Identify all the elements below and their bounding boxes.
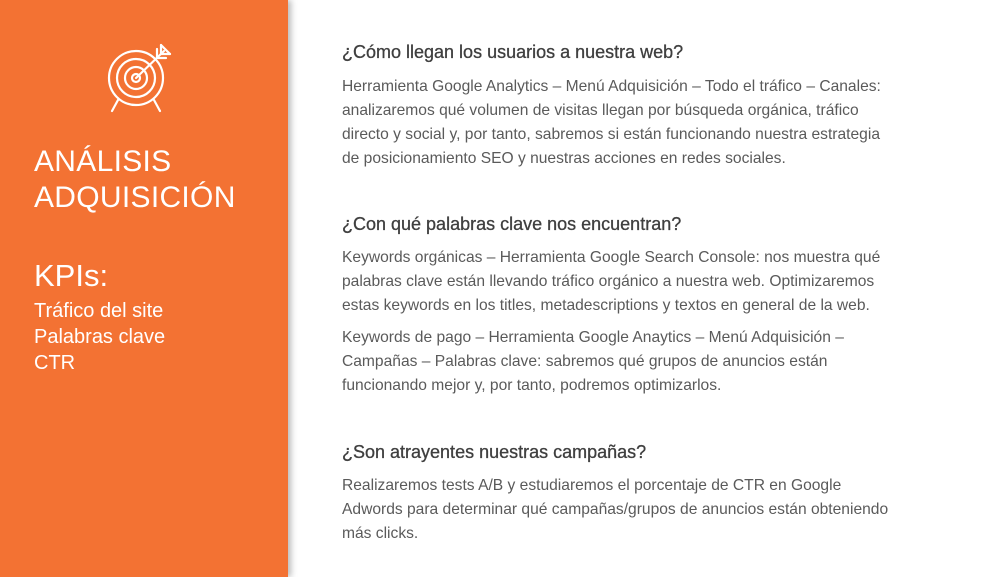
paragraph-line: estas keywords en los titles, metadescriptions y textos en general de la web. — [342, 297, 870, 314]
target-icon — [100, 40, 180, 116]
section-paragraph — [342, 474, 888, 546]
paragraph-line: Herramienta Google Analytics – Menú Adquisición – Todo el tráfico – Canales: — [342, 78, 881, 95]
sidebar-title-line: ADQUISICIÓN — [34, 181, 236, 214]
section-title: ¿Con qué palabras clave nos encuentran? — [342, 214, 682, 234]
paragraph-line: directo y social y, por tanto, sabremos si están funcionando nuestra estrategia — [342, 126, 880, 143]
paragraph-line: Keywords de pago – Herramienta Google Anaytics – Menú Adquisición – — [342, 329, 844, 346]
kpi-item: CTR — [34, 352, 76, 374]
section-paragraph — [342, 326, 844, 398]
sidebar-title-line: ANÁLISIS — [34, 145, 172, 178]
section-paragraph — [342, 75, 881, 171]
paragraph-line: Adwords para determinar qué campañas/grupos de anuncios están obteniendo — [342, 501, 889, 518]
kpi-heading: KPIs: — [34, 258, 109, 293]
section-title: ¿Son atrayentes nuestras campañas? — [342, 442, 647, 462]
sidebar-panel — [0, 0, 288, 577]
section-paragraph — [342, 246, 880, 318]
paragraph-line: analizaremos qué volumen de visitas llegan por búsqueda orgánica, tráfico — [342, 102, 859, 119]
paragraph-line: Campañas – Palabras clave: sabremos qué grupos de anuncios están — [342, 353, 828, 370]
kpi-list — [34, 298, 165, 376]
sidebar-title — [34, 144, 284, 216]
paragraph-line: palabras clave están llevando tráfico orgánico a nuestra web. Optimizaremos — [342, 273, 875, 290]
paragraph-line: más clicks. — [342, 525, 419, 542]
paragraph-line: funcionando mejor y, por tanto, podremos optimizarlos. — [342, 377, 722, 394]
paragraph-line: Realizaremos tests A/B y estudiaremos el porcentaje de CTR en Google — [342, 477, 842, 494]
section-title: ¿Cómo llegan los usuarios a nuestra web? — [342, 42, 684, 62]
paragraph-line: Keywords orgánicas – Herramienta Google Search Console: nos muestra qué — [342, 249, 881, 266]
paragraph-line: de posicionamiento SEO y nuestras acciones en redes sociales. — [342, 150, 786, 167]
kpi-item: Tráfico del site — [34, 300, 164, 322]
kpi-item: Palabras clave — [34, 326, 166, 348]
